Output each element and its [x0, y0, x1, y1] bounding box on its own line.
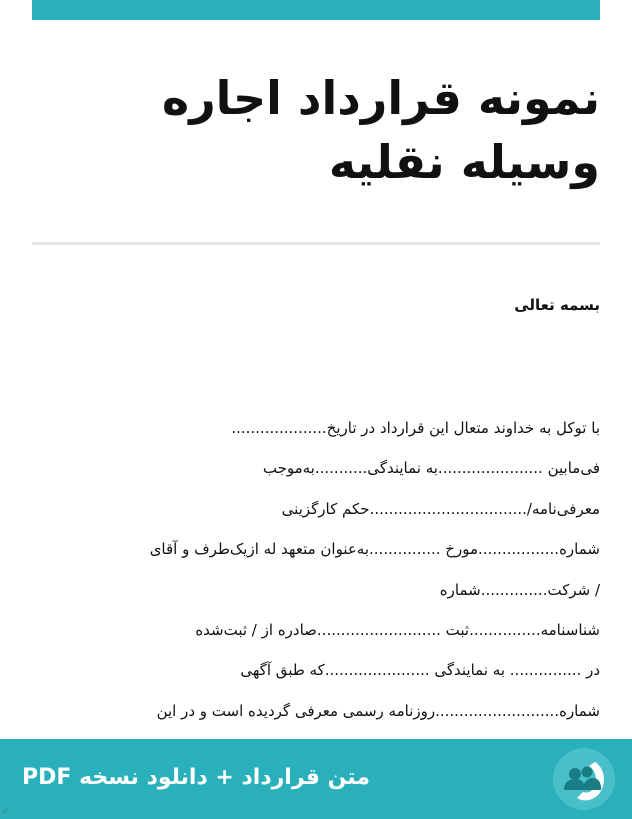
top-accent-bar — [32, 0, 600, 20]
document-heading: بسمه تعالی — [514, 296, 600, 314]
contract-line: معرفی‌نامه/.................................حکم کارگزینی — [281, 499, 600, 518]
download-banner-label[interactable]: متن قرارداد + دانلود نسخه PDF — [22, 765, 370, 790]
contract-line: شماره.................مورخ ...............به‌عنوان متعهد له ازیک‌طرف و آقای — [149, 540, 600, 559]
page-title — [32, 66, 600, 194]
page-title-line-1: نمونه قرارداد اجاره — [162, 71, 600, 125]
contract-line: شماره..........................روزنامه رسمی معرفی گردیده است و در این — [156, 701, 600, 720]
contract-line: / شرکت..............شماره — [439, 580, 600, 599]
contract-line: شناسنامه...............ثبت ..........................صادره از / ثبت‌شده — [195, 620, 600, 639]
title-divider — [32, 242, 600, 245]
corner-mark: ر — [3, 804, 8, 814]
contract-body — [32, 418, 600, 741]
page-title-line-2: وسیله نقلیه — [328, 135, 600, 189]
contract-line: در ............... به نمایندگی ......................که طبق آگهی — [240, 661, 600, 680]
contract-line: فی‌مابین ......................به نمایندگی...........به‌موجب — [262, 459, 600, 478]
users-icon — [553, 748, 615, 810]
download-banner[interactable] — [0, 739, 632, 819]
contract-line: با توکل به خداوند متعال این قرارداد در تاریخ.................... — [231, 419, 600, 437]
